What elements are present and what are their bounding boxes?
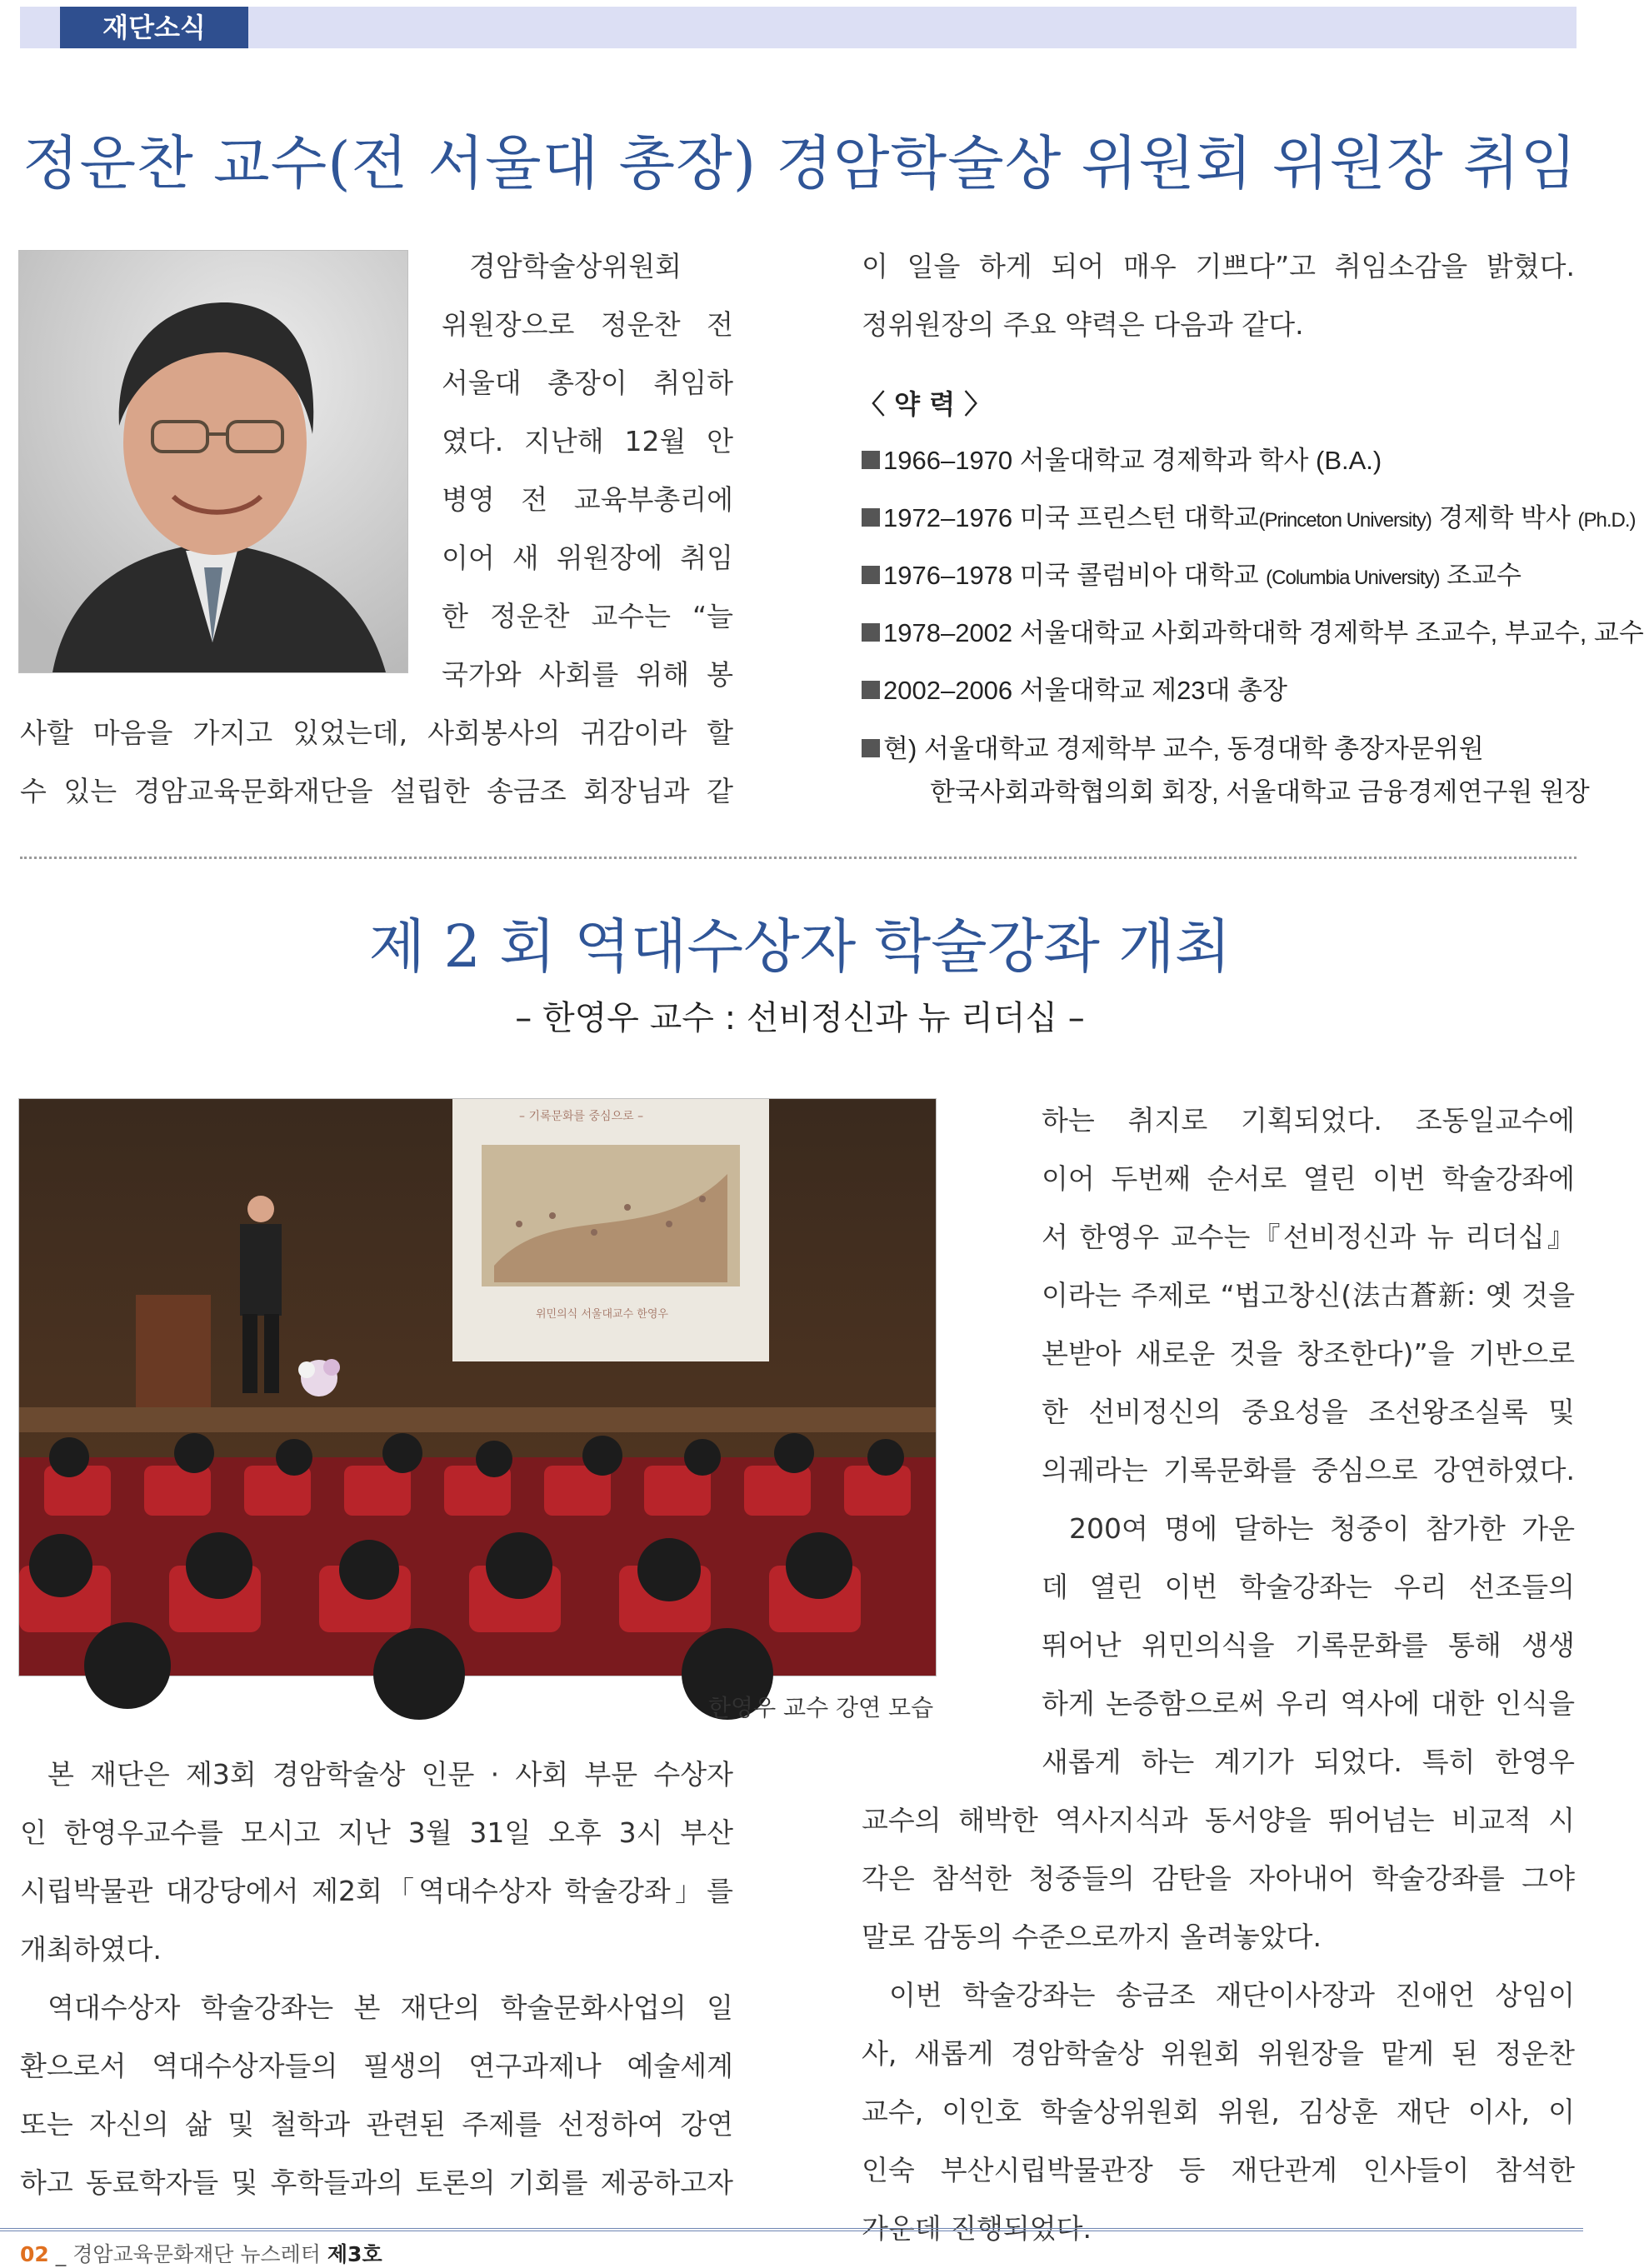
- text-line: 200여 명에 달하는 청중이 참가한 가운: [1069, 1512, 1575, 1545]
- footer-rule: [0, 2228, 1583, 2231]
- square-bullet-icon: [862, 739, 880, 757]
- text-line: 였다. 지난해 12월 안: [442, 425, 733, 457]
- text-line: 인 한영우교수를 모시고 지난 3월 31일 오후 3시 부산: [20, 1816, 733, 1849]
- square-bullet-icon: [862, 508, 880, 527]
- svg-text:– 기록문화를 중심으로 –: – 기록문화를 중심으로 –: [519, 1110, 644, 1123]
- text-line: 개최하였다.: [20, 1933, 162, 1966]
- lecture-illustration: [19, 1099, 936, 1676]
- section-tab: 재단소식: [60, 7, 248, 48]
- text-line: 교수, 이인호 학술상위원회 위원, 김상훈 재단 이사, 이: [862, 2096, 1575, 2128]
- article2-right-text-bottom: [862, 1791, 1575, 2258]
- article1-intro-continued: [20, 704, 733, 821]
- text-line: 하게 논증함으로써 우리 역사에 대한 인식을: [1042, 1687, 1575, 1720]
- text-line: 국가와 사회를 위해 봉: [442, 658, 733, 691]
- issue-number: 제3호: [327, 2242, 382, 2266]
- text-line: 한 정운찬 교수는 “늘: [442, 600, 733, 632]
- article2-subtitle: – 한영우 교수 : 선비정신과 뉴 리더십 –: [515, 999, 1085, 1037]
- header-band: [20, 7, 1577, 48]
- square-bullet-icon: [862, 681, 880, 699]
- article1-right-text: [862, 237, 1575, 354]
- article2-right-text-top: [1042, 1092, 1575, 1791]
- photo-caption: 한영우 교수 강연 모습: [708, 1694, 934, 1721]
- text-line: 본받아 새로운 것을 창조한다)”을 기반으로: [1042, 1337, 1575, 1370]
- text-line: 본 재단은 제3회 경암학술상 인문 · 사회 부문 수상자: [47, 1758, 733, 1791]
- square-bullet-icon: [862, 451, 880, 469]
- text-line: 하는 취지로 기획되었다. 조동일교수에: [1042, 1104, 1575, 1136]
- career-item: 1966–1970 서울대학교 경제학과 학사 (B.A.): [862, 432, 1578, 489]
- text-line: 의궤라는 기록문화를 중심으로 강연하였다.: [1042, 1454, 1575, 1486]
- text-line: 이어 두번째 순서로 열린 이번 학술강좌에: [1042, 1162, 1575, 1195]
- text-line: 데 열린 이번 학술강좌는 우리 선조들의: [1042, 1571, 1575, 1603]
- text-line: 뛰어난 위민의식을 기록문화를 통해 생생: [1042, 1629, 1575, 1661]
- career-item: 2002–2006 서울대학교 제23대 총장: [862, 662, 1578, 719]
- lecture-photo: [18, 1098, 937, 1676]
- text-line: 경암학술상위원회: [469, 250, 682, 282]
- text-line: 수 있는 경암교육문화재단을 설립한 송금조 회장님과 같: [20, 775, 733, 807]
- portrait-illustration: [19, 251, 407, 672]
- career-item-continuation: 한국사회과학협의회 회장, 서울대학교 금융경제연구원 원장: [930, 777, 1590, 807]
- section-divider: [20, 857, 1577, 859]
- text-line: 환으로서 역대수상자들의 필생의 연구과제나 예술세계: [20, 2050, 733, 2082]
- square-bullet-icon: [862, 623, 880, 642]
- text-line: 이어 새 위원장에 취임: [442, 542, 733, 574]
- text-line: 시립박물관 대강당에서 제2회「역대수상자 학술강좌」를: [20, 1875, 733, 1907]
- article1-intro: [442, 237, 733, 704]
- career-heading: 〈 약 력 〉: [858, 388, 992, 420]
- article2-left-text: [20, 1746, 733, 2212]
- article2-title: 제 2 회 역대수상자 학술강좌 개최: [368, 912, 1232, 981]
- text-line: 위원장으로 정운찬 전: [442, 308, 733, 341]
- career-item: 현) 서울대학교 경제학부 교수, 동경대학 총장자문위원: [862, 727, 1578, 771]
- text-line: 정위원장의 주요 약력은 다음과 같다.: [862, 308, 1304, 341]
- text-line: 새롭게 하는 계기가 되었다. 특히 한영우: [1042, 1746, 1575, 1778]
- career-item: 1978–2002 서울대학교 사회과학대학 경제학부 조교수, 부교수, 교수: [862, 604, 1578, 662]
- footer: 02 _ 경암교육문화재단 뉴스레터 제3호: [20, 2242, 382, 2266]
- career-item: 1976–1978 미국 콜럼비아 대학교 (Columbia University) 조교수: [862, 547, 1578, 604]
- text-line: 이 일을 하게 되어 매우 기쁘다”고 취임소감을 밝혔다.: [862, 250, 1575, 282]
- text-line: 병영 전 교육부총리에: [442, 483, 733, 516]
- portrait-photo: [18, 250, 408, 673]
- text-line: 이라는 주제로 “법고창신(法古蒼新: 옛 것을: [1042, 1279, 1575, 1311]
- page-number: 02: [20, 2242, 49, 2266]
- text-line: 역대수상자 학술강좌는 본 재단의 학술문화사업의 일: [47, 1991, 733, 2024]
- text-line: 사, 새롭게 경암학술상 위원회 위원장을 맡게 된 정운찬: [862, 2037, 1575, 2070]
- text-line: 인숙 부산시립박물관장 등 재단관계 인사들이 참석한: [862, 2154, 1575, 2186]
- text-line: 교수의 해박한 역사지식과 동서양을 뛰어넘는 비교적 시: [862, 1804, 1575, 1836]
- text-line: 한 선비정신의 중요성을 조선왕조실록 및: [1042, 1396, 1575, 1428]
- text-line: 각은 참석한 청중들의 감탄을 자아내어 학술강좌를 그야: [862, 1862, 1575, 1895]
- text-line: 서 한영우 교수는『선비정신과 뉴 리더십』: [1042, 1221, 1575, 1253]
- career-list: [862, 432, 1644, 814]
- text-line: 서울대 총장이 취임하: [442, 367, 733, 399]
- publication-name: 경암교육문화재단 뉴스레터: [72, 2242, 327, 2266]
- square-bullet-icon: [862, 566, 880, 584]
- article1-title: 정운찬 교수(전 서울대 총장) 경암학술상 위원회 위원장 취임: [22, 129, 1578, 197]
- text-line: 이번 학술강좌는 송금조 재단이사장과 진애언 상임이: [889, 1979, 1575, 2011]
- text-line: 사할 마음을 가지고 있었는데, 사회봉사의 귀감이라 할: [20, 717, 733, 749]
- text-line: 또는 자신의 삶 및 철학과 관련된 주제를 선정하여 강연: [20, 2108, 733, 2141]
- svg-text:위민의식 서울대교수 한영우: 위민의식 서울대교수 한영우: [536, 1308, 668, 1321]
- text-line: 하고 동료학자들 및 후학들과의 토론의 기회를 제공하고자: [20, 2166, 733, 2199]
- text-line: 말로 감동의 수준으로까지 올려놓았다.: [862, 1921, 1322, 1953]
- text-line: 가운데 진행되었다.: [862, 2212, 1092, 2245]
- career-item: 1972–1976 미국 프린스턴 대학교(Princeton University) 경제학 박사 (Ph.D.): [862, 489, 1578, 547]
